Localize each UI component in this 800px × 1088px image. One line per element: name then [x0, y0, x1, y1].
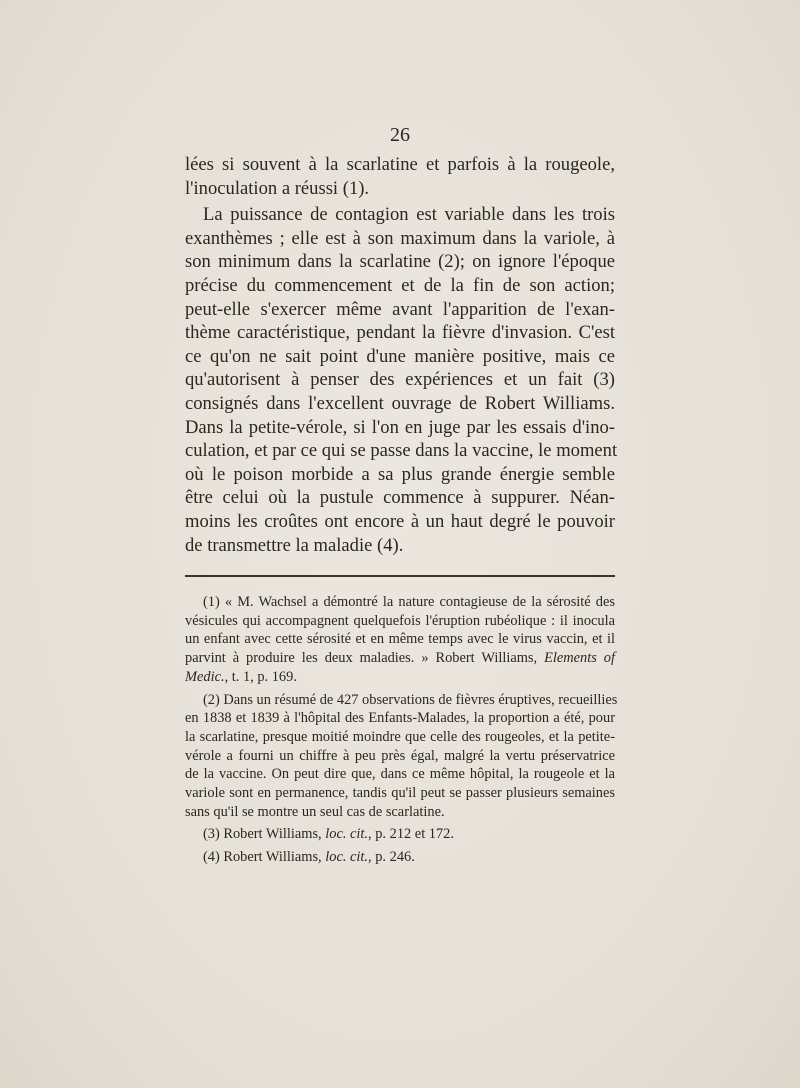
paragraph-1: [185, 153, 615, 200]
footnote-line: en 1838 et 1839 à l'hôpital des Enfants-Malades, la proportion a été, pour: [185, 710, 615, 727]
body-text: [185, 153, 618, 560]
text-line: thème caractéristique, pendant la fièvre d'invasion. C'est: [185, 322, 615, 344]
footnote-separator: [185, 575, 615, 577]
footnote-line: Medic., t. 1, p. 169.: [185, 668, 297, 685]
footnote-line: vérole a fourni un chiffre à peu près égal, malgré la vertu préservatrice: [185, 747, 615, 764]
footnote-line: (2) Dans un résumé de 427 observations de fièvres éruptives, recueillies: [203, 691, 618, 708]
footnote-2: [185, 691, 618, 822]
text-line: culation, et par ce qui se passe dans la vaccine, le moment: [185, 440, 618, 462]
paragraph-2: [185, 203, 618, 557]
footnote-line: la scarlatine, presque moitié moindre que celle des rougeoles, et la petite-: [185, 728, 615, 745]
text-line: ce qu'on ne sait point d'une manière positive, mais ce: [185, 345, 615, 367]
footnote-line: parvint à produire les deux maladies. » Robert Williams, Elements of: [185, 650, 615, 667]
footnote-line: de la vaccine. On peut dire que, dans ce même hôpital, la rougeole et la: [185, 766, 615, 783]
text-line: peut-elle s'exercer même avant l'apparition de l'exan-: [185, 298, 615, 320]
text-line: être celui où la pustule commence à suppurer. Néan-: [185, 487, 615, 509]
text-line: lées si souvent à la scarlatine et parfois à la rougeole,: [185, 154, 615, 175]
text-line: exanthèmes ; elle est à son maximum dans la variole, à: [185, 227, 615, 249]
page-number: 26: [390, 124, 410, 146]
footnote-line: vésicules qui accompagnent quelquefois l'éruption rubéolique : il inocula: [185, 612, 615, 629]
footnote-1: [185, 593, 615, 687]
footnote-line: (1) « M. Wachsel a démontré la nature contagieuse de la sérosité des: [203, 594, 615, 610]
footnote-line: (3) Robert Williams, loc. cit., p. 212 et 172.: [203, 826, 454, 843]
text-line: de transmettre la maladie (4).: [185, 534, 404, 556]
text-line: qu'autorisent à penser des expériences et un fait (3): [185, 369, 615, 391]
text-line: où le poison morbide a sa plus grande énergie semble: [185, 463, 615, 485]
text-line: son minimum dans la scarlatine (2); on ignore l'époque: [185, 251, 615, 273]
text-line: Dans la petite-vérole, si l'on en juge par les essais d'ino-: [185, 416, 615, 438]
footnote-line: un enfant avec cette sérosité et en même temps avec le virus vaccin, et il: [185, 631, 615, 648]
footnote-line: sans qu'il se montre un seul cas de scarlatine.: [185, 803, 445, 820]
footnote-line: (4) Robert Williams, loc. cit., p. 246.: [203, 849, 415, 866]
text-line: consignés dans l'excellent ouvrage de Robert Williams.: [185, 392, 615, 414]
text-line: moins les croûtes ont encore à un haut degré le pouvoir: [185, 510, 615, 532]
text-line: La puissance de contagion est variable dans les trois: [203, 204, 615, 226]
text-line: l'inoculation a réussi (1).: [185, 177, 370, 199]
footnotes: [185, 593, 618, 871]
footnote-4: [185, 848, 615, 867]
text-line: précise du commencement et de la fin de son action;: [185, 274, 615, 296]
footnote-line: variole sont en permanence, tandis qu'il peut se passer plusieurs semaines: [185, 785, 615, 802]
footnote-3: [185, 825, 615, 844]
